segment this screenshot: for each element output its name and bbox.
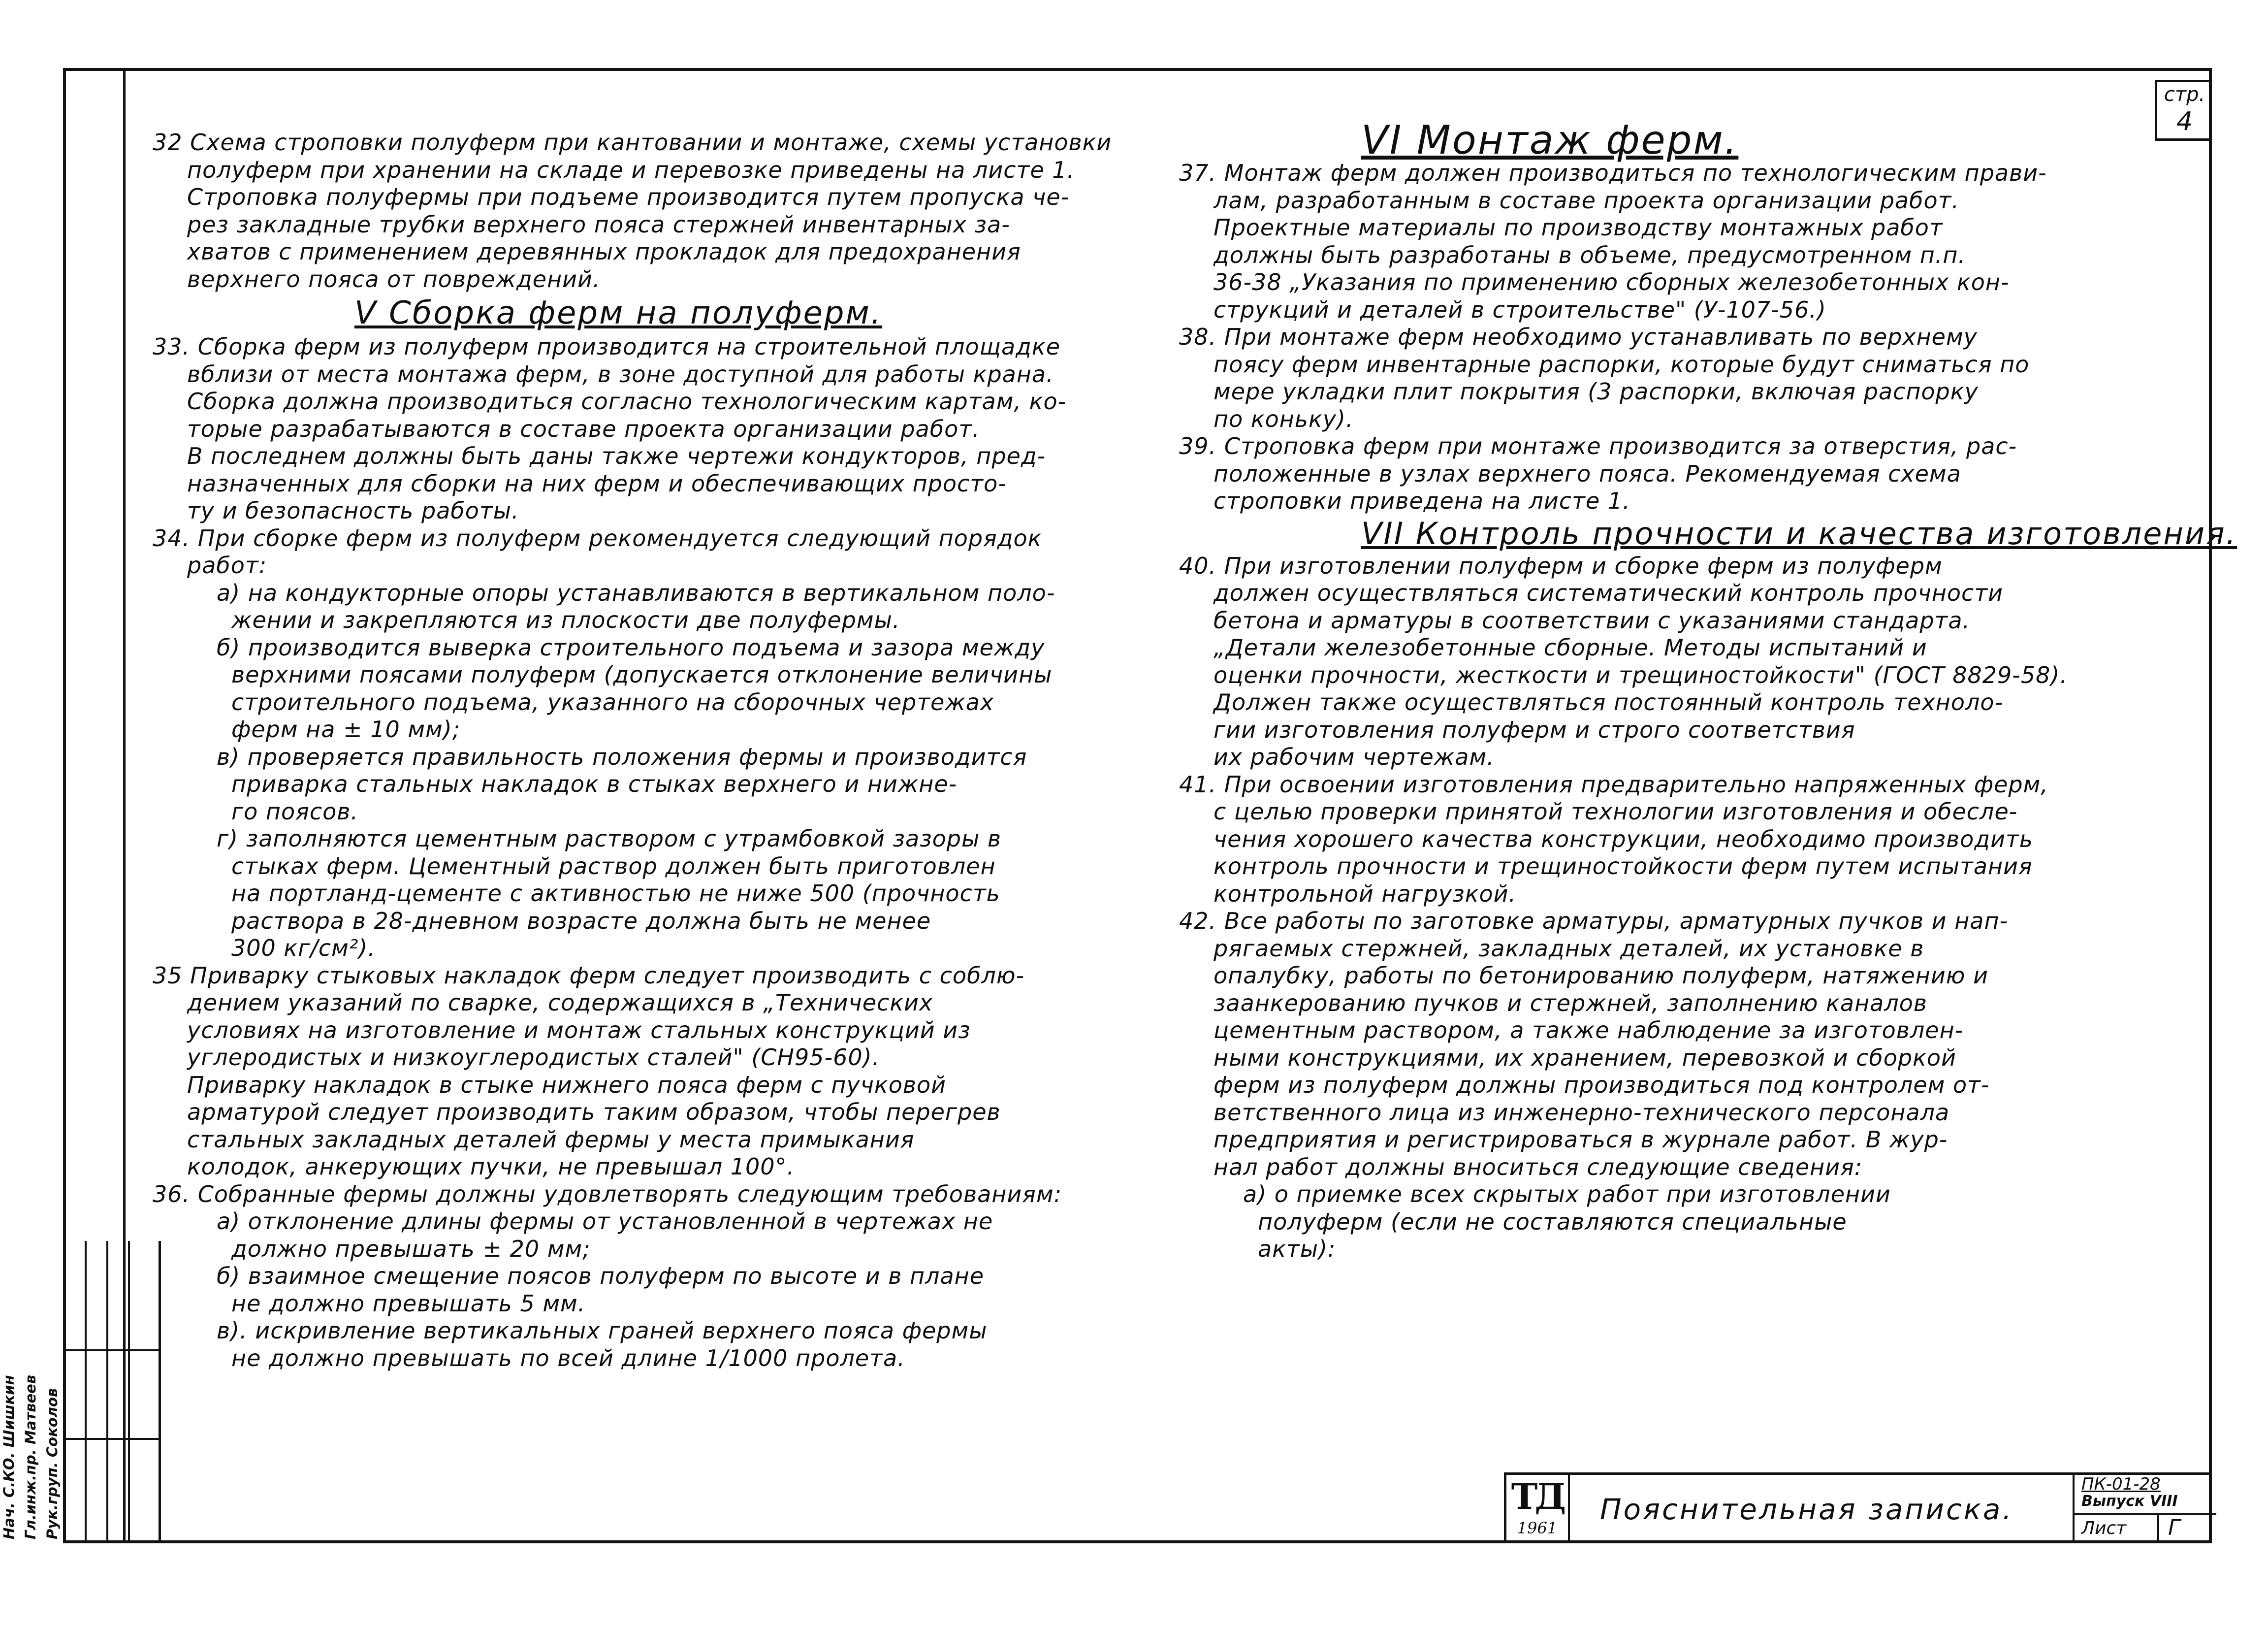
- text-line: контрольной нагрузкой.: [1214, 880, 1517, 907]
- text-line: назначенных для сборки на них ферм и обеспечивающих просто-: [187, 470, 1007, 497]
- text-line: стыках ферм. Цементный раствор должен быть приготовлен: [231, 852, 996, 880]
- text-line: акты):: [1258, 1236, 1336, 1262]
- publisher-logo: [1506, 1475, 1570, 1543]
- text-line: полуферм (если не составляются специальные: [1258, 1208, 1847, 1235]
- text-line: опалубку, работы по бетонированию полуферм, натяжению и: [1214, 962, 1988, 989]
- text-line: торые разрабатываются в составе проекта организации работ.: [187, 415, 980, 442]
- text-line: вблизи от места монтажа ферм, в зоне доступной для работы крана.: [187, 360, 1054, 388]
- document-code-box: [2073, 1475, 2216, 1543]
- text-line: на портланд-цементе с активностью не ниже 500 (прочность: [231, 880, 1000, 907]
- text-line: работ:: [187, 552, 267, 579]
- right-text-column: [1179, 117, 2237, 1263]
- approval-row: Гл.инж.пр. Матвеев: [22, 1374, 39, 1539]
- text-line: 41. При освоении изготовления предварительно напряженных ферм,: [1179, 771, 2048, 798]
- text-line: строповки приведена на листе 1.: [1214, 488, 1630, 514]
- strip-divider: [106, 1241, 108, 1543]
- text-line: рез закладные трубки верхнего пояса стержней инвентарных за-: [187, 211, 1010, 238]
- text-line: верхними поясами полуферм (допускается отклонение величины: [231, 661, 1053, 688]
- code-divider: [2157, 1513, 2159, 1543]
- text-line: ными конструкциями, их хранением, перевозкой и сборкой: [1214, 1044, 1956, 1071]
- text-line: 36-38 „Указания по применению сборных железобетонных кон-: [1214, 269, 2010, 295]
- sheet-label: Лист: [2081, 1518, 2127, 1538]
- text-line: а) о приемке всех скрытых работ при изготовлении: [1243, 1181, 1891, 1207]
- text-line: 40. При изготовлении полуферм и сборке ферм из полуферм: [1179, 552, 1943, 579]
- text-line: б) производится выверка строительного подъема и зазора между: [217, 634, 1045, 661]
- text-line: 32 Схема строповки полуферм при кантовании и монтаже, схемы установки: [153, 129, 1112, 156]
- text-line: в). искривление вертикальных граней верхнего пояса фермы: [217, 1317, 988, 1344]
- text-line: стальных закладных деталей фермы у места примыкания: [187, 1126, 915, 1153]
- approval-strip: [0, 1241, 161, 1543]
- text-line: ферм на ± 10 мм);: [231, 716, 461, 743]
- text-line: б) взаимное смещение поясов полуферм по высоте и в плане: [217, 1263, 985, 1289]
- text-line: рягаемых стержней, закладных деталей, их установке в: [1214, 935, 1924, 962]
- text-line: должно превышать ± 20 мм;: [231, 1235, 591, 1262]
- text-line: приварка стальных накладок в стыках верхнего и нижне-: [231, 771, 958, 797]
- text-line: мере укладки плит покрытия (3 распорки, включая распорку: [1214, 378, 1979, 405]
- text-line: поясу ферм инвентарные распорки, которые будут сниматься по: [1214, 351, 2030, 378]
- text-line: арматурой следует производить таким образом, чтобы перегрев: [187, 1099, 1001, 1125]
- approval-signatures: [0, 1244, 63, 1539]
- text-line: Сборка должна производиться согласно технологическим картам, ко-: [187, 388, 1067, 415]
- text-line: не должно превышать по всей длине 1/1000 пролета.: [231, 1344, 905, 1371]
- sheet-value: Г: [2168, 1515, 2180, 1540]
- strip-divider: [63, 1438, 159, 1440]
- text-line: ферм из полуферм должны производиться под контролем от-: [1214, 1072, 1990, 1098]
- text-line: раствора в 28-дневном возрасте должна быть не менее: [231, 907, 931, 934]
- page-label: стр.: [2164, 83, 2205, 106]
- logo-mark: ТД: [1511, 1475, 1564, 1517]
- text-line: лам, разработанным в составе проекта организации работ.: [1214, 187, 1960, 214]
- text-line: дением указаний по сварке, содержащихся в „Технических: [187, 989, 933, 1016]
- strip-divider: [85, 1241, 87, 1543]
- text-line: положенные в узлах верхнего пояса. Рекомендуемая схема: [1214, 460, 1961, 487]
- text-line: 42. Все работы по заготовке арматуры, арматурных пучков и нап-: [1179, 908, 2009, 934]
- text-line: контроль прочности и трещиностойкости ферм путем испытания: [1214, 853, 2033, 880]
- text-line: гии изготовления полуферм и строго соответствия: [1214, 716, 1855, 743]
- page-number: 4: [2176, 107, 2193, 136]
- text-line: струкций и деталей в строительстве" (У-107-56.): [1214, 296, 1826, 323]
- text-line: Проектные материалы по производству монтажных работ: [1214, 214, 1943, 241]
- text-line: чения хорошего качества конструкции, необходимо производить: [1214, 825, 2033, 852]
- text-line: строительного подъема, указанного на сборочных чертежах: [231, 688, 994, 716]
- section-heading: VI Монтаж ферм.: [1361, 117, 1739, 163]
- code-divider: [2075, 1513, 2216, 1515]
- text-line: в) проверяется правильность положения фермы и производится: [217, 743, 1027, 770]
- text-line: ветственного лица из инженерно-технического персонала: [1214, 1099, 1950, 1126]
- logo-year: 1961: [1517, 1519, 1558, 1537]
- text-line: 33. Сборка ферм из полуферм производится на строительной площадке: [153, 333, 1061, 360]
- text-line: г) заполняются цементным раствором с утрамбовкой зазоры в: [217, 825, 1002, 852]
- text-line: заанкерованию пучков и стержней, заполнению каналов: [1214, 989, 1928, 1016]
- text-line: 39. Строповка ферм при монтаже производится за отверстия, рас-: [1179, 433, 2017, 459]
- text-line: 300 кг/см²).: [231, 935, 376, 961]
- text-line: углеродистых и низкоуглеродистых сталей" (СН95-60).: [187, 1044, 880, 1071]
- section-heading: VII Контроль прочности и качества изготовления.: [1361, 515, 2237, 552]
- text-line: 37. Монтаж ферм должен производиться по технологическим прави-: [1179, 160, 2047, 186]
- text-line: 36. Собранные фермы должны удовлетворять следующим требованиям:: [153, 1180, 1062, 1207]
- text-line: условиях на изготовление и монтаж стальных конструкций из: [187, 1016, 971, 1043]
- text-line: их рабочим чертежам.: [1214, 744, 1495, 770]
- title-block: [1504, 1472, 2212, 1543]
- text-line: не должно превышать 5 мм.: [231, 1290, 586, 1317]
- strip-divider: [128, 1241, 130, 1543]
- text-line: В последнем должны быть даны также чертежи кондукторов, пред-: [187, 443, 1046, 469]
- text-line: должны быть разработаны в объеме, предусмотренном п.п.: [1214, 241, 1966, 268]
- text-line: предприятия и регистрироваться в журнале работ. В жур-: [1214, 1126, 1948, 1153]
- section-heading: V Сборка ферм на полуферм.: [354, 295, 883, 331]
- strip-divider: [63, 1349, 159, 1351]
- text-line: верхнего пояса от повреждений.: [187, 265, 601, 293]
- text-line: Строповка полуфермы при подъеме производится путем пропуска че-: [187, 184, 1070, 210]
- text-line: жении и закрепляются из плоскости две полуфермы.: [231, 607, 900, 633]
- text-line: с целью проверки принятой технологии изготовления и обесле-: [1214, 798, 2018, 825]
- text-line: го поясов.: [231, 798, 358, 825]
- text-line: 34. При сборке ферм из полуферм рекомендуется следующий порядок: [153, 524, 1042, 552]
- document-issue: Выпуск VIII: [2081, 1493, 2178, 1510]
- text-line: бетона и арматуры в соответствии с указаниями стандарта.: [1214, 607, 1971, 634]
- text-line: а) на кондукторные опоры устанавливаются в вертикальном поло-: [217, 579, 1055, 606]
- text-line: хватов с применением деревянных прокладок для предохранения: [187, 238, 1021, 265]
- text-line: должен осуществляться систематический контроль прочности: [1214, 580, 2004, 606]
- document-title: Пояснительная записка.: [1600, 1493, 2013, 1526]
- approval-row: Рук.груп. Соколов: [44, 1388, 61, 1539]
- text-line: „Детали железобетонные сборные. Методы испытаний и: [1214, 634, 1927, 661]
- document-code: ПК-01-28: [2081, 1474, 2161, 1494]
- text-line: цементным раствором, а также наблюдение за изготовлен-: [1214, 1017, 1964, 1043]
- text-line: ту и безопасность работы.: [187, 497, 519, 524]
- text-line: 35 Приварку стыковых накладок ферм следует производить с соблю-: [153, 962, 1025, 989]
- text-line: Должен также осуществляться постоянный контроль техноло-: [1214, 689, 2004, 716]
- text-line: по коньку).: [1214, 405, 1354, 432]
- text-line: оценки прочности, жесткости и трещиностойкости" (ГОСТ 8829-58).: [1214, 661, 2068, 688]
- text-line: нал работ должны вноситься следующие сведения:: [1214, 1153, 1863, 1180]
- text-line: 38. При монтаже ферм необходимо устанавливать по верхнему: [1179, 324, 1978, 350]
- text-line: полуферм при хранении на складе и перевозке приведены на листе 1.: [187, 156, 1075, 183]
- approval-row: Нач. С.КО. Шишкин: [0, 1375, 17, 1539]
- left-text-column: [153, 129, 1152, 1372]
- text-line: Приварку накладок в стыке нижнего пояса ферм с пучковой: [187, 1071, 946, 1098]
- text-line: а) отклонение длины фермы от установленной в чертежах не: [217, 1208, 993, 1235]
- text-line: колодок, анкерующих пучки, не превышал 100°.: [187, 1153, 795, 1180]
